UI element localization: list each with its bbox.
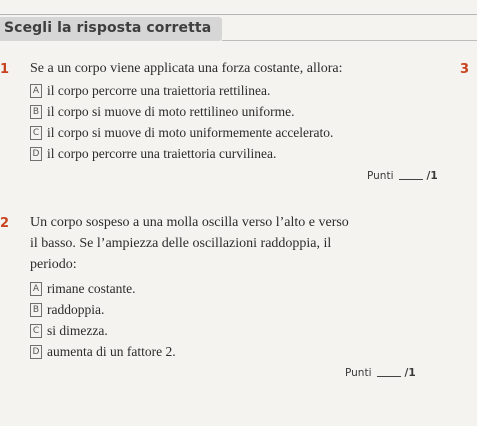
- option-text: raddoppia.: [47, 302, 105, 317]
- score-field: [345, 367, 416, 379]
- question-text-line-2: il basso. Se l’ampiezza delle oscillazioni raddoppia, il: [30, 236, 332, 251]
- option-letter: A: [30, 282, 42, 296]
- score-label: Punti: [367, 170, 394, 182]
- header-rule: [222, 40, 477, 41]
- question-number: 2: [0, 216, 10, 231]
- score-max: /1: [404, 367, 416, 379]
- score-blank[interactable]: [377, 375, 401, 377]
- section-title: Scegli la risposta corretta: [4, 20, 212, 36]
- option-a[interactable]: [30, 281, 135, 297]
- option-d[interactable]: [30, 146, 276, 162]
- option-letter: D: [30, 345, 42, 359]
- option-letter: A: [30, 84, 42, 98]
- option-c[interactable]: [30, 323, 108, 339]
- option-letter: D: [30, 147, 42, 161]
- question-number: 1: [0, 62, 10, 77]
- option-b[interactable]: [30, 302, 104, 318]
- option-text: aumenta di un fattore 2.: [47, 344, 176, 359]
- top-rule: [0, 14, 477, 15]
- option-text: il corpo percorre una traiettoria rettilinea.: [47, 83, 271, 98]
- question-text: Se a un corpo viene applicata una forza costante, allora:: [30, 61, 343, 76]
- question-text-line-3: periodo:: [30, 257, 77, 272]
- option-letter: B: [30, 105, 42, 119]
- option-b[interactable]: [30, 104, 294, 120]
- section-header: [0, 17, 222, 41]
- question-text-line-1: Un corpo sospeso a una molla oscilla verso l’alto e verso: [30, 215, 349, 230]
- option-text: il corpo percorre una traiettoria curvilinea.: [47, 146, 277, 161]
- option-letter: B: [30, 303, 42, 317]
- option-text: si dimezza.: [47, 323, 108, 338]
- option-a[interactable]: [30, 83, 270, 99]
- option-text: il corpo si muove di moto uniformemente accelerato.: [47, 125, 334, 140]
- option-letter: C: [30, 126, 42, 140]
- side-number: 3: [459, 62, 469, 77]
- option-text: il corpo si muove di moto rettilineo uniforme.: [47, 104, 295, 119]
- option-c[interactable]: [30, 125, 333, 141]
- option-d[interactable]: [30, 344, 176, 360]
- option-text: rimane costante.: [47, 281, 136, 296]
- option-letter: C: [30, 324, 42, 338]
- score-max: /1: [426, 170, 438, 182]
- score-field: [367, 170, 438, 182]
- score-blank[interactable]: [399, 178, 423, 180]
- score-label: Punti: [345, 367, 372, 379]
